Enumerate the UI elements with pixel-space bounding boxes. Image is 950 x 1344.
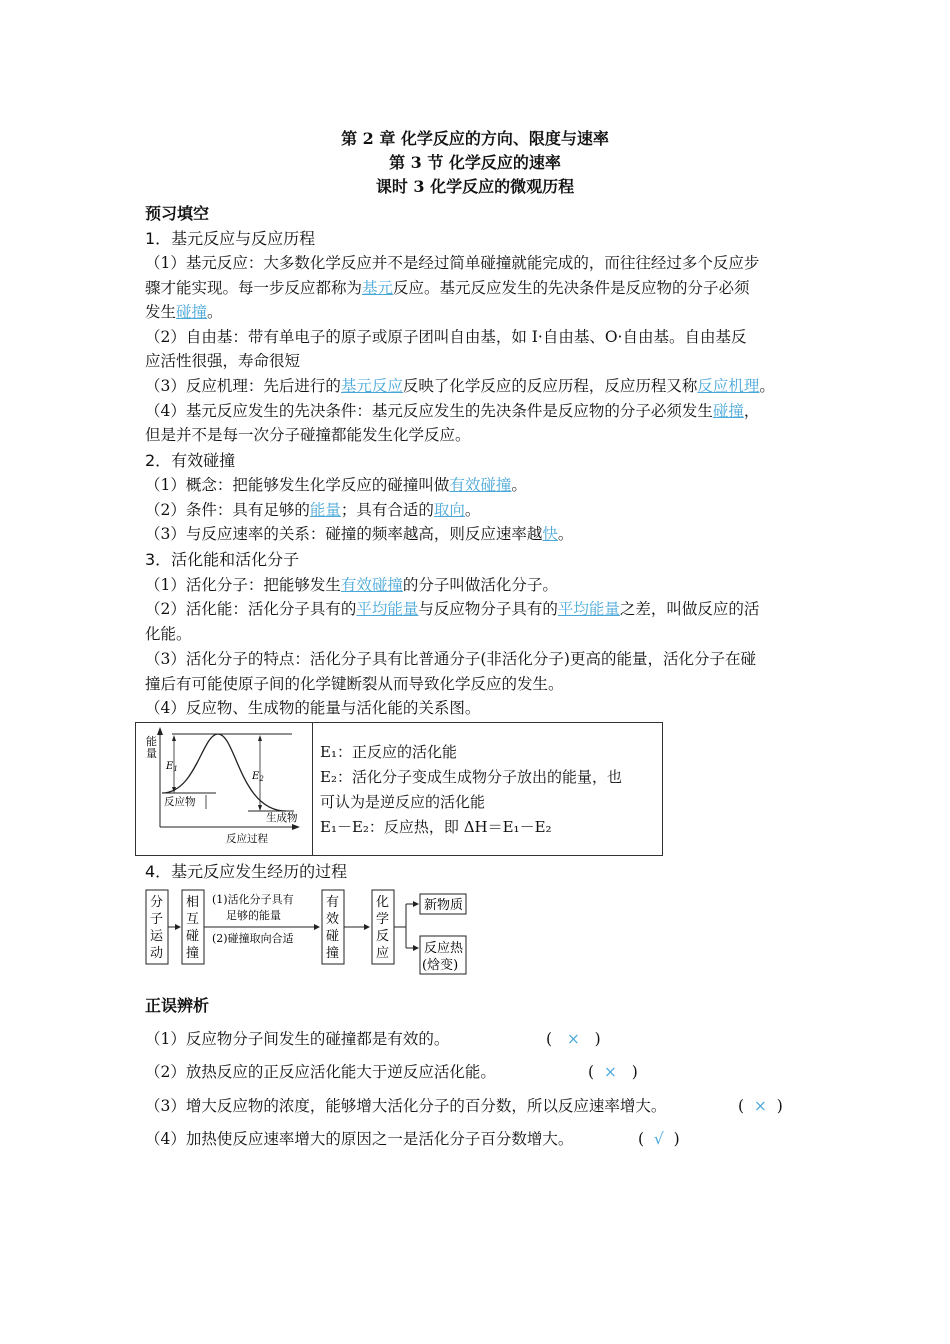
lesson-title: 课时 3 化学反应的微观历程 xyxy=(375,177,575,196)
e1-arrow-head-top xyxy=(172,735,176,741)
s1-p3-line: （3）反应机理：先后进行的基元反应反映了化学反应的反应历程，反应历程又称反应机理。 xyxy=(145,377,775,395)
answer-blank: 基元反应 xyxy=(340,377,403,395)
arrow-3-head xyxy=(364,924,370,930)
judge-item-2-mark: ( × ) xyxy=(588,1063,638,1081)
x-axis-label: 反应过程 xyxy=(226,833,268,845)
box-chemical-reaction-text: 化学反应 xyxy=(376,895,390,961)
s3-p3-line2: 撞后有可能使原子间的化学键断裂从而导致化学反应的发生。 xyxy=(145,675,564,693)
answer-blank: 取向 xyxy=(433,501,465,519)
section4-heading: 4．基元反应发生经历的过程 xyxy=(145,862,348,881)
answer-blank: 反应机理 xyxy=(697,377,760,395)
diagram-desc-e1: E₁：正反应的活化能 xyxy=(320,743,457,761)
s1-p2-line2: 应活性很强，寿命很短 xyxy=(145,352,301,370)
answer-mark: × xyxy=(603,1063,617,1081)
answer-blank: 能量 xyxy=(309,501,341,519)
s1-p1-line1: （1）基元反应：大多数化学反应并不是经过简单碰撞就能完成的，而往往经过多个反应步 xyxy=(145,254,760,272)
branch-bottom-head xyxy=(413,945,419,951)
y-axis-label-2: 量 xyxy=(146,747,157,760)
e1-label: $E_1$ xyxy=(166,761,178,773)
box-reaction-heat-text2: (焓变) xyxy=(422,958,459,973)
box-new-substance-text: 新物质 xyxy=(424,898,464,913)
chapter-title: 第 2 章 化学反应的方向、限度与速率 xyxy=(341,129,609,148)
s3-p4-line: （4）反应物、生成物的能量与活化能的关系图。 xyxy=(145,699,481,717)
answer-blank: 平均能量 xyxy=(557,600,620,618)
judge-item-2: （2）放热反应的正反应活化能大于逆反应活化能。 xyxy=(145,1063,496,1081)
s3-p3-line1: （3）活化分子的特点：活化分子具有比普通分子(非活化分子)更高的能量，活化分子在碰 xyxy=(145,650,756,668)
judge-heading: 正误辨析 xyxy=(145,996,210,1015)
y-axis-arrow xyxy=(157,727,163,735)
answer-blank: 基元 xyxy=(362,279,394,297)
table-divider xyxy=(312,723,313,855)
branch-top-head xyxy=(413,901,419,907)
diagram-desc-e2-line2: 可认为是逆反应的活化能 xyxy=(320,793,486,811)
answer-blank: 有效碰撞 xyxy=(340,576,403,594)
condition-1-line2: 足够的能量 xyxy=(226,909,281,922)
answer-mark: √ xyxy=(653,1130,664,1148)
reactant-label: 反应物 xyxy=(164,796,196,808)
s3-p1-line: （1）活化分子：把能够发生有效碰撞的分子叫做活化分子。 xyxy=(145,576,558,594)
s1-p4-line1: （4）基元反应发生的先决条件：基元反应发生的先决条件是反应物的分子必须发生碰撞， xyxy=(145,402,760,420)
box-collision-text: 相互碰撞 xyxy=(186,895,200,961)
e2-arrow-head-bottom xyxy=(258,805,262,811)
answer-mark: × xyxy=(753,1097,767,1115)
e2-arrow-head-top xyxy=(258,735,262,741)
s3-p2-line1: （2）活化能：活化分子具有的平均能量与反应物分子具有的平均能量之差，叫做反应的活 xyxy=(145,600,760,618)
s2-p3-line: （3）与反应速率的关系：碰撞的频率越高，则反应速率越快。 xyxy=(145,525,574,543)
section3-heading: 3．活化能和活化分子 xyxy=(145,550,300,569)
product-label: 生成物 xyxy=(266,812,298,824)
section1-heading: 1．基元反应与反应历程 xyxy=(145,229,316,248)
answer-blank: 快 xyxy=(542,525,558,543)
judge-item-4: （4）加热使反应速率增大的原因之一是活化分子百分数增大。 xyxy=(145,1130,574,1148)
energy-profile-diagram xyxy=(136,723,312,855)
section-title: 第 3 节 化学反应的速率 xyxy=(389,153,561,172)
box-reaction-heat-text1: 反应热 xyxy=(424,941,464,956)
preview-heading: 预习填空 xyxy=(145,204,210,223)
section2-heading: 2．有效碰撞 xyxy=(145,451,236,470)
condition-1-line1: (1)活化分子具有 xyxy=(212,893,294,906)
answer-blank: 平均能量 xyxy=(356,600,419,618)
x-axis-arrow xyxy=(292,824,300,830)
judge-item-1: （1）反应物分子间发生的碰撞都是有效的。 xyxy=(145,1030,450,1048)
answer-blank: 有效碰撞 xyxy=(449,476,512,494)
diagram-desc-heat: E₁－E₂：反应热，即 ΔH＝E₁－E₂ xyxy=(320,818,552,836)
answer-blank: 碰撞 xyxy=(712,402,744,420)
s1-p2-line1: （2）自由基：带有单电子的原子或原子团叫自由基，如 I·自由基、O·自由基。自由基反 xyxy=(145,328,747,346)
s3-p2-line2: 化能。 xyxy=(145,625,192,643)
y-axis-label-1: 能 xyxy=(146,735,157,748)
judge-item-3-mark: ( × ) xyxy=(738,1097,783,1115)
process-flow-diagram xyxy=(142,886,482,982)
s1-p1-line2: 骤才能实现。每一步反应都称为基元反应。基元反应发生的先决条件是反应物的分子必须 xyxy=(145,279,750,297)
judge-item-4-mark: ( √ ) xyxy=(638,1130,680,1148)
condition-2: (2)碰撞取向合适 xyxy=(212,932,294,945)
e2-label: $E_2$ xyxy=(252,771,264,783)
s1-p4-line2: 但是并不是每一次分子碰撞都能发生化学反应。 xyxy=(145,426,471,444)
judge-item-1-mark: ( × ) xyxy=(546,1030,601,1048)
diagram-desc-e2-line1: E₂：活化分子变成生成物分子放出的能量，也 xyxy=(320,768,622,786)
box-molecule-motion-text: 分子运动 xyxy=(150,895,164,961)
s2-p1-line: （1）概念：把能够发生化学反应的碰撞叫做有效碰撞。 xyxy=(145,476,527,494)
box-effective-collision-text: 有效碰撞 xyxy=(326,895,340,961)
arrow-2-head xyxy=(314,924,320,930)
s1-p1-line3: 发生碰撞。 xyxy=(145,303,223,321)
answer-blank: 碰撞 xyxy=(176,303,208,321)
judge-item-3: （3）增大反应物的浓度，能够增大活化分子的百分数，所以反应速率增大。 xyxy=(145,1097,667,1115)
arrow-1-head xyxy=(175,924,181,930)
s2-p2-line: （2）条件：具有足够的能量；具有合适的取向。 xyxy=(145,501,481,519)
answer-mark: × xyxy=(566,1030,580,1048)
